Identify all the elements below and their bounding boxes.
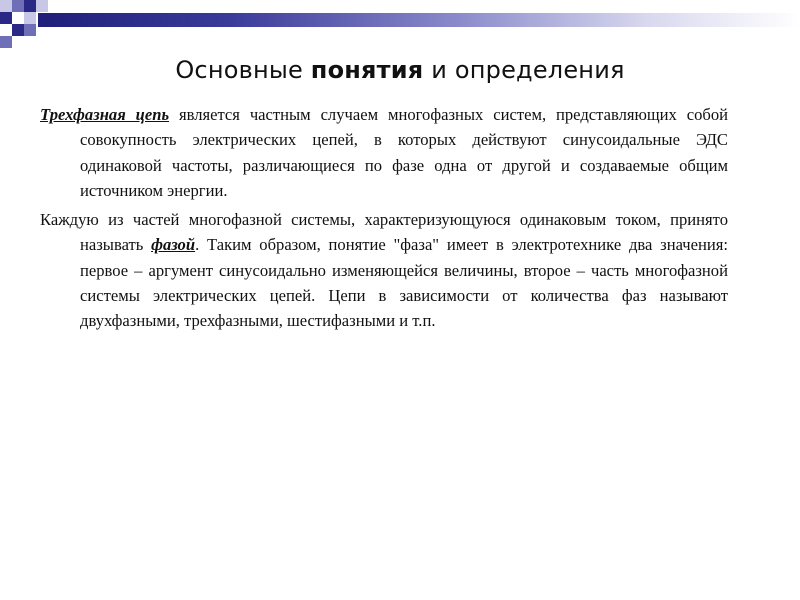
deco-square [0,12,12,24]
term-phase: фазой [151,235,196,255]
paragraph-1-text: является частным случаем многофазных систем, представляющих собой совокупность электрических цепей, в которых действуют синусоидальные ЭДС одинаковой частоты, различающиеся по фазе одна от другой и создаваемые общим источником энергии. [80,105,729,200]
deco-square [36,0,48,12]
paragraph-2-text-before: Каждую из частей многофазной системы, характеризующуюся одинаковым током, принято называть [40,210,728,255]
title-part-3: и определения [423,56,625,84]
title-part-2: понятия [310,56,424,84]
deco-square [24,24,36,36]
deco-square [12,24,24,36]
deco-square [0,0,12,12]
header-gradient-bar [38,13,800,27]
title-part-1: Основные [175,56,311,84]
deco-square [24,12,36,24]
paragraph-2 [40,207,728,333]
deco-square [0,36,12,48]
paragraph-1 [40,102,728,203]
paragraph-2-text-after: . Таким образом, понятие "фаза" имеет в электротехнике два значения: первое – аргумент синусоидально изменяющейся величины, второе – часть многофазной системы электрических цепей. Цепи в зависимости от количества фаз называют двухфазными, трехфазными, шестифазными и т.п. [80,235,729,331]
deco-square [24,0,36,12]
slide-body [40,102,728,338]
term-three-phase-circuit: Трехфазная цепь [40,105,170,124]
slide-title [0,56,800,84]
deco-square [12,0,24,12]
